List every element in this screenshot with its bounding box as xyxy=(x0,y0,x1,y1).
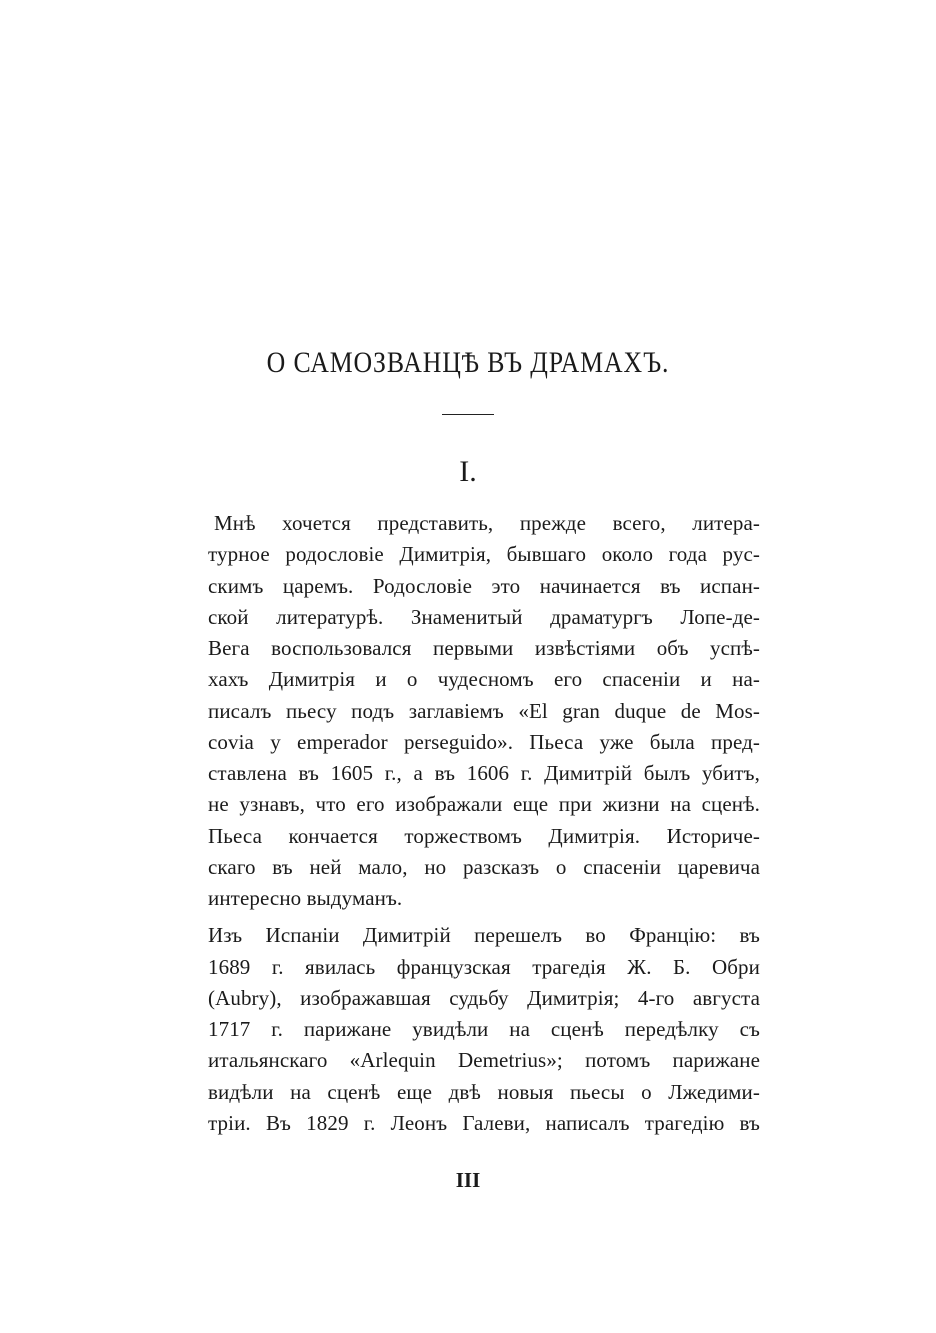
text-line: covia y emperador perseguido». Пьеса уже была пред- xyxy=(208,729,760,754)
text-line: не узнавъ, что его изображали еще при жизни на сценѣ. xyxy=(208,792,760,817)
text-line: скимъ царемъ. Родословіе это начинается въ испан- xyxy=(208,573,760,598)
page-number: III xyxy=(455,1168,481,1192)
text-line: итальянскаго «Arlequin Demetrius»; потомъ парижане xyxy=(208,1048,760,1073)
text-line: Вега воспользовался первыми извѣстіями объ успѣ- xyxy=(208,636,760,660)
text-line: 1717 г. парижане увидѣли на сценѣ передѣлку съ xyxy=(208,1017,760,1041)
text-line: писалъ пьесу подъ заглавіемъ «El gran duque de Mos- xyxy=(208,698,760,723)
section-heading: I. xyxy=(459,455,477,488)
text-line: турное родословіе Димитрія, бывшаго около года рус- xyxy=(208,542,760,567)
text-line: Пьеса кончается торжествомъ Димитрія. Историче- xyxy=(208,823,760,848)
text-line: интересно выдуманъ. xyxy=(208,886,403,910)
text-line: скаго въ ней мало, но разсказъ о спасеніи царевича xyxy=(208,854,760,879)
text-line: видѣли на сценѣ еще двѣ новыя пьесы о Лжедими- xyxy=(208,1079,760,1104)
text-line: Изъ Испаніи Димитрій перешелъ во Францію: въ xyxy=(208,923,760,948)
body-text xyxy=(208,508,760,1139)
text-line: 1689 г. явилась французская трагедія Ж. Б. Обри xyxy=(208,954,760,979)
page-title: О САМОЗВАНЦѢ ВЪ ДРАМАХЪ. xyxy=(266,346,670,379)
text-line: тріи. Въ 1829 г. Леонъ Галеви, написалъ трагедію въ xyxy=(208,1110,760,1135)
title-divider xyxy=(442,414,494,415)
text-line: хахъ Димитрія и о чудесномъ его спасеніи и на- xyxy=(208,667,760,692)
text-line: ской литературѣ. Знаменитый драматургъ Лопе-де- xyxy=(208,604,760,629)
text-line: ставлена въ 1605 г., а въ 1606 г. Димитрій былъ убитъ, xyxy=(208,761,760,785)
text-line: Мнѣ хочется представить, прежде всего, литера- xyxy=(214,511,760,535)
text-line: (Aubry), изображавшая судьбу Димитрія; 4-го августа xyxy=(208,985,760,1010)
